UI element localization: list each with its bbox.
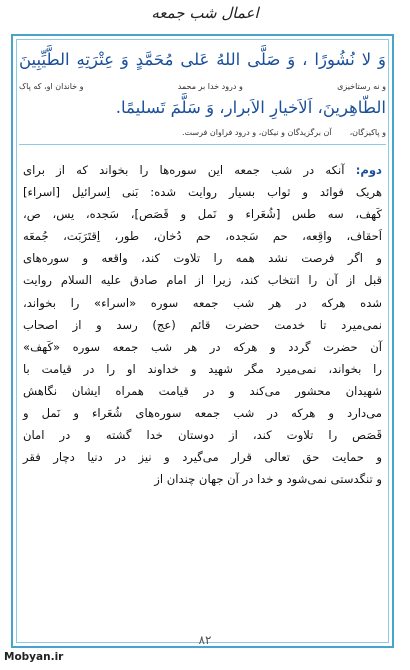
gloss-segment: و نه رستاخیزی <box>337 82 386 91</box>
body-line: می‌دارد و هرکه در شب جمعه سوره‌های شُعَراء و نَمل و <box>23 406 382 421</box>
body-line: شهیدان محشور می‌کند و در قیامت همراه ایشان نگاهش <box>23 383 382 398</box>
body-line: را بخواند، نمی‌میرد مگر شهید و خداوند او را در قیامت با <box>23 361 382 376</box>
page-header-title: اعمال شب جمعه <box>151 4 259 22</box>
arabic-prayer-line-2: الطّاهِرينَ، اَلاَخيارِ الاَبرار، وَ سَلَّمَ تَسليمًا. <box>115 98 386 117</box>
body-line: کَهف، سه طس [شُعَراء و نَمل و قَصَص]، سَجده، یس، ص، <box>23 207 382 222</box>
body-line: و تنگدستی نمی‌شود و خدا در آن جهان چندان از <box>154 472 382 487</box>
body-line: آن حضرت گردد و هرکه در هر شب جمعه سوره «کَهف» <box>23 339 382 354</box>
body-line: اَحقاف، واقِعه، حم سَجده، حم دُخان، طور، اِقتَرَبَت، جُمعَه <box>23 229 382 244</box>
body-line: هریک فوائد و ثواب بسیار روایت شده: بَنی اِسرائیل [اسراء] <box>23 185 382 200</box>
body-line: نمی‌میرد تا خدمت حضرت قائم (عج) رسد و از اصحاب <box>23 317 382 332</box>
body-line <box>23 159 382 181</box>
gloss-segment: و پاکیزگان، <box>349 128 386 137</box>
gloss-segment: و خاندان او، که پاک <box>19 82 84 91</box>
body-line-text: آنکه در شب جمعه این سوره‌ها را بخواند که از برای <box>23 163 345 177</box>
arabic-prayer-line-1: وَ لا نُشُورًا ، وَ صَلَّى اللهُ عَلى مُحَمَّدٍ وَ عِتْرَتِهِ الطَّيِّبِينَ <box>19 50 386 69</box>
page-frame <box>11 34 394 648</box>
body-line: شده هرکه در هر شب جمعه سوره «اسراء» را بخواند، <box>23 295 382 310</box>
persian-gloss-line-2 <box>19 128 386 137</box>
persian-gloss-line-1 <box>19 82 386 91</box>
section-lead: دوم: <box>355 163 382 177</box>
site-watermark: Mobyan.ir <box>4 651 64 663</box>
body-line: قَصَص را تلاوت کند، از دوستان خدا گشته و در امان <box>23 428 382 443</box>
body-line: و اگر فرصت نشد همه را تلاوت کند، واقعه و سوره‌های <box>23 251 382 266</box>
body-paragraph <box>23 159 382 490</box>
body-line: قبل از آن را انتخاب کند، زیرا از امام صادق علیه السلام روایت <box>23 273 382 288</box>
section-divider <box>19 144 386 145</box>
gloss-segment: و درود خدا بر محمد <box>177 82 243 91</box>
body-line: و حمایت حق تعالی قرار می‌گیرد و نیز در دنیا دچار فقر <box>23 450 382 465</box>
page-number: ۸۲ <box>198 633 212 647</box>
gloss-segment: آن برگزیدگان و نیکان، و درود فراوان فرست. <box>181 128 332 137</box>
